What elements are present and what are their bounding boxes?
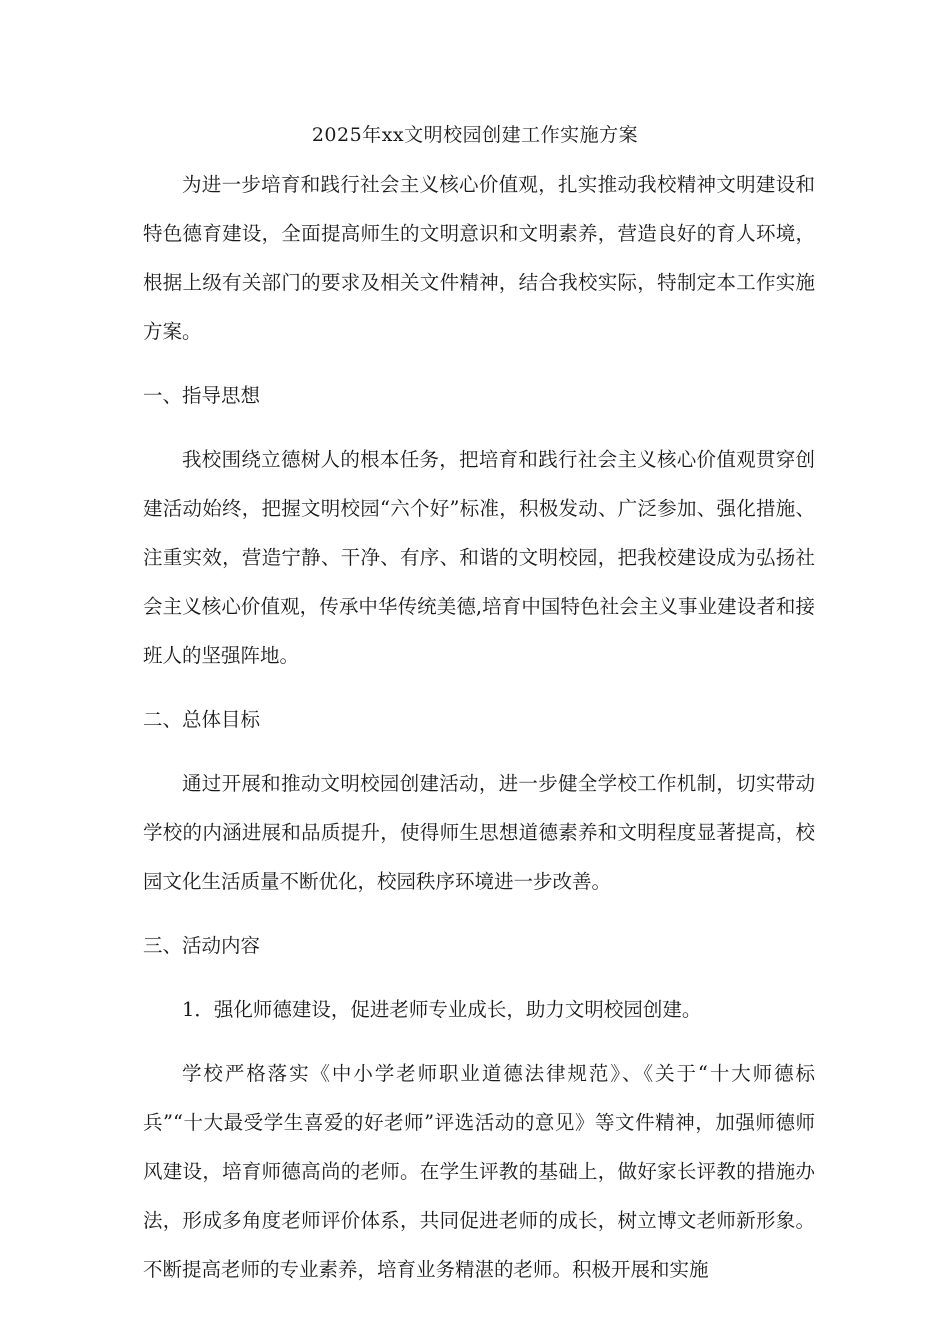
section-paragraph-guiding-ideology: 我校围绕立德树人的根本任务，把培育和践行社会主义核心价值观贯穿创建活动始终，把握文明校园“六个好”标准，积极发动、广泛参加、强化措施、注重实效，营造宁静、干净、有序、和谐的文明校园，把我校建设成为弘扬社会主义核心价值观，传承中华传统美德,培育中国特色社会主义事业建设者和接班人的坚强阵地。	[143, 448, 815, 667]
section-heading-guiding-ideology: 一、指导思想	[143, 384, 261, 407]
document-body	[143, 160, 815, 1309]
section-paragraph-activity-content: 学校严格落实《中小学老师职业道德法律规范》、《关于“十大师德标兵”“十大最受学生喜爱的好老师”评选活动的意见》等文件精神，加强师德师风建设，培育师德高尚的老师。在学生评教的基础上，做好家长评教的措施办法，形成多角度老师评价体系，共同促进老师的成长，树立博文老师新形象。不断提高老师的专业素养，培育业务精湛的老师。积极开展和实施	[143, 1062, 815, 1281]
section-paragraph-overall-goal: 通过开展和推动文明校园创建活动，进一步健全学校工作机制，切实带动学校的内涵进展和品质提升，使得师生思想道德素养和文明程度显著提高，校园文化生活质量不断优化，校园秩序环境进一步改善。	[143, 772, 815, 893]
section-heading-activity-content: 三、活动内容	[143, 934, 261, 957]
intro-paragraph: 为进一步培育和践行社会主义核心价值观，扎实推动我校精神文明建设和特色德育建设，全面提高师生的文明意识和文明素养，营造良好的育人环境，根据上级有关部门的要求及相关文件精神，结合我校实际，特制定本工作实施方案。	[143, 173, 815, 343]
section-heading-overall-goal: 二、总体目标	[143, 708, 261, 731]
document-title: 2025年xx文明校园创建工作实施方案	[311, 124, 639, 146]
numbered-item-1: 1．强化师德建设，促进老师专业成长，助力文明校园创建。	[182, 998, 702, 1021]
